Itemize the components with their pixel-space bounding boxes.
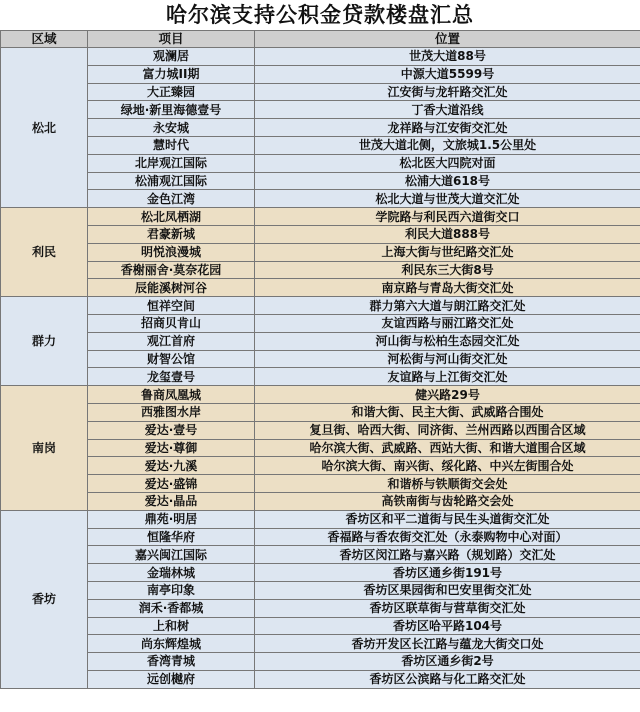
table-row: [1, 635, 640, 653]
table-row: [1, 653, 640, 671]
table-row: [1, 368, 640, 386]
project-cell: 爱达·盛锦: [88, 475, 255, 493]
location-cell: 利民东三大街8号: [255, 261, 640, 279]
location-cell: 香坊区通乡街2号: [255, 653, 640, 671]
project-cell: 南亭印象: [88, 581, 255, 599]
table-row: [1, 421, 640, 439]
project-cell: 松北凤栖湖: [88, 208, 255, 226]
location-cell: 龙祥路与江安街交汇处: [255, 119, 640, 137]
location-cell: 健兴路29号: [255, 386, 640, 404]
table-row: [1, 172, 640, 190]
table-row: [1, 136, 640, 154]
location-cell: 河松街与河山街交汇处: [255, 350, 640, 368]
project-cell: 尚东辉煌城: [88, 635, 255, 653]
table-row: [1, 617, 640, 635]
location-cell: 哈尔滨大街、武威路、西站大街、和谐大道围合区域: [255, 439, 640, 457]
project-cell: 金瑞林城: [88, 564, 255, 582]
table-row: [1, 581, 640, 599]
project-cell: 香榭丽舍·莫奈花园: [88, 261, 255, 279]
project-cell: 辰能溪树河谷: [88, 279, 255, 297]
table-row: [1, 101, 640, 119]
location-cell: 和谐大街、民主大街、武威路合围处: [255, 403, 640, 421]
project-cell: 恒祥空间: [88, 297, 255, 315]
table-row: [1, 403, 640, 421]
location-cell: 群力第六大道与朗江路交汇处: [255, 297, 640, 315]
project-cell: 爱达·尊御: [88, 439, 255, 457]
table-row: [1, 564, 640, 582]
table-row: [1, 261, 640, 279]
region-cell: 群力: [1, 297, 88, 386]
table-row: [1, 225, 640, 243]
location-cell: 和谐桥与铁顺街交会处: [255, 475, 640, 493]
region-cell: 南岗: [1, 386, 88, 511]
project-cell: 明悦浪漫城: [88, 243, 255, 261]
location-cell: 中源大道5599号: [255, 65, 640, 83]
table-row: [1, 332, 640, 350]
table-row: [1, 528, 640, 546]
region-cell: 利民: [1, 208, 88, 297]
location-cell: 哈尔滨大街、南兴街、绥化路、中兴左街围合处: [255, 457, 640, 475]
table-row: [1, 243, 640, 261]
project-cell: 鲁商凤凰城: [88, 386, 255, 404]
location-cell: 香坊开发区长江路与蕴龙大街交口处: [255, 635, 640, 653]
table-row: [1, 297, 640, 315]
project-cell: 财智公馆: [88, 350, 255, 368]
project-cell: 大正臻园: [88, 83, 255, 101]
location-cell: 香福路与香农街交汇处（永泰购物中心对面）: [255, 528, 640, 546]
location-cell: 香坊区联草街与营草街交汇处: [255, 599, 640, 617]
project-cell: 润禾·香都城: [88, 599, 255, 617]
header-row: [1, 31, 640, 48]
project-cell: 富力城II期: [88, 65, 255, 83]
project-cell: 金色江湾: [88, 190, 255, 208]
project-cell: 绿地·新里海德壹号: [88, 101, 255, 119]
project-cell: 嘉兴闽江国际: [88, 546, 255, 564]
location-cell: 松北大道与世茂大道交汇处: [255, 190, 640, 208]
header-location: 位置: [255, 31, 640, 48]
table-row: [1, 457, 640, 475]
location-cell: 利民大道888号: [255, 225, 640, 243]
location-cell: 丁香大道沿线: [255, 101, 640, 119]
location-cell: 香坊区和平二道街与民生头道街交汇处: [255, 510, 640, 528]
table-row: [1, 350, 640, 368]
region-cell: 松北: [1, 48, 88, 208]
location-cell: 世茂大道北侧，文旅城1.5公里处: [255, 136, 640, 154]
location-cell: 松北医大四院对面: [255, 154, 640, 172]
table-row: [1, 670, 640, 688]
project-cell: 鼎苑·明居: [88, 510, 255, 528]
location-cell: 世茂大道88号: [255, 48, 640, 66]
project-cell: 爱达·晶品: [88, 492, 255, 510]
table-row: [1, 83, 640, 101]
project-cell: 招商贝肯山: [88, 314, 255, 332]
header-project: 项目: [88, 31, 255, 48]
table-row: [1, 546, 640, 564]
location-cell: 河山街与松柏生态园交汇处: [255, 332, 640, 350]
location-cell: 江安街与龙轩路交汇处: [255, 83, 640, 101]
location-cell: 友谊路与上江街交汇处: [255, 368, 640, 386]
location-cell: 学院路与利民西六道街交口: [255, 208, 640, 226]
table-row: [1, 154, 640, 172]
location-cell: 香坊区哈平路104号: [255, 617, 640, 635]
table-row: [1, 48, 640, 66]
project-cell: 松浦观江国际: [88, 172, 255, 190]
location-cell: 复旦街、哈西大街、同济街、兰州西路以西围合区域: [255, 421, 640, 439]
project-cell: 爱达·壹号: [88, 421, 255, 439]
project-cell: 永安城: [88, 119, 255, 137]
location-cell: 松浦大道618号: [255, 172, 640, 190]
project-cell: 香湾青城: [88, 653, 255, 671]
table-row: [1, 119, 640, 137]
location-cell: 上海大街与世纪路交汇处: [255, 243, 640, 261]
location-cell: 香坊区通乡街191号: [255, 564, 640, 582]
location-cell: 高铁南街与齿轮路交会处: [255, 492, 640, 510]
project-cell: 上和树: [88, 617, 255, 635]
table-row: [1, 510, 640, 528]
project-cell: 君豪新城: [88, 225, 255, 243]
table-row: [1, 279, 640, 297]
location-cell: 南京路与青岛大街交汇处: [255, 279, 640, 297]
table-row: [1, 439, 640, 457]
project-cell: 西雅图水岸: [88, 403, 255, 421]
project-cell: 观澜居: [88, 48, 255, 66]
table-row: [1, 599, 640, 617]
table-row: [1, 492, 640, 510]
table-body: [1, 48, 640, 689]
header-region: 区域: [1, 31, 88, 48]
table-row: [1, 190, 640, 208]
table-row: [1, 208, 640, 226]
location-cell: 香坊区公滨路与化工路交汇处: [255, 670, 640, 688]
project-cell: 恒隆华府: [88, 528, 255, 546]
region-cell: 香坊: [1, 510, 88, 688]
project-cell: 慧时代: [88, 136, 255, 154]
project-cell: 观江首府: [88, 332, 255, 350]
location-cell: 友谊西路与丽江路交汇处: [255, 314, 640, 332]
table-row: [1, 386, 640, 404]
listing-table: [0, 30, 640, 689]
location-cell: 香坊区闵江路与嘉兴路（规划路）交汇处: [255, 546, 640, 564]
project-cell: 远创樾府: [88, 670, 255, 688]
project-cell: 北岸观江国际: [88, 154, 255, 172]
page-title: 哈尔滨支持公积金贷款楼盘汇总: [0, 0, 640, 30]
table-row: [1, 314, 640, 332]
project-cell: 龙玺壹号: [88, 368, 255, 386]
table-row: [1, 475, 640, 493]
location-cell: 香坊区果园街和巴安里街交汇处: [255, 581, 640, 599]
table-row: [1, 65, 640, 83]
project-cell: 爱达·九溪: [88, 457, 255, 475]
